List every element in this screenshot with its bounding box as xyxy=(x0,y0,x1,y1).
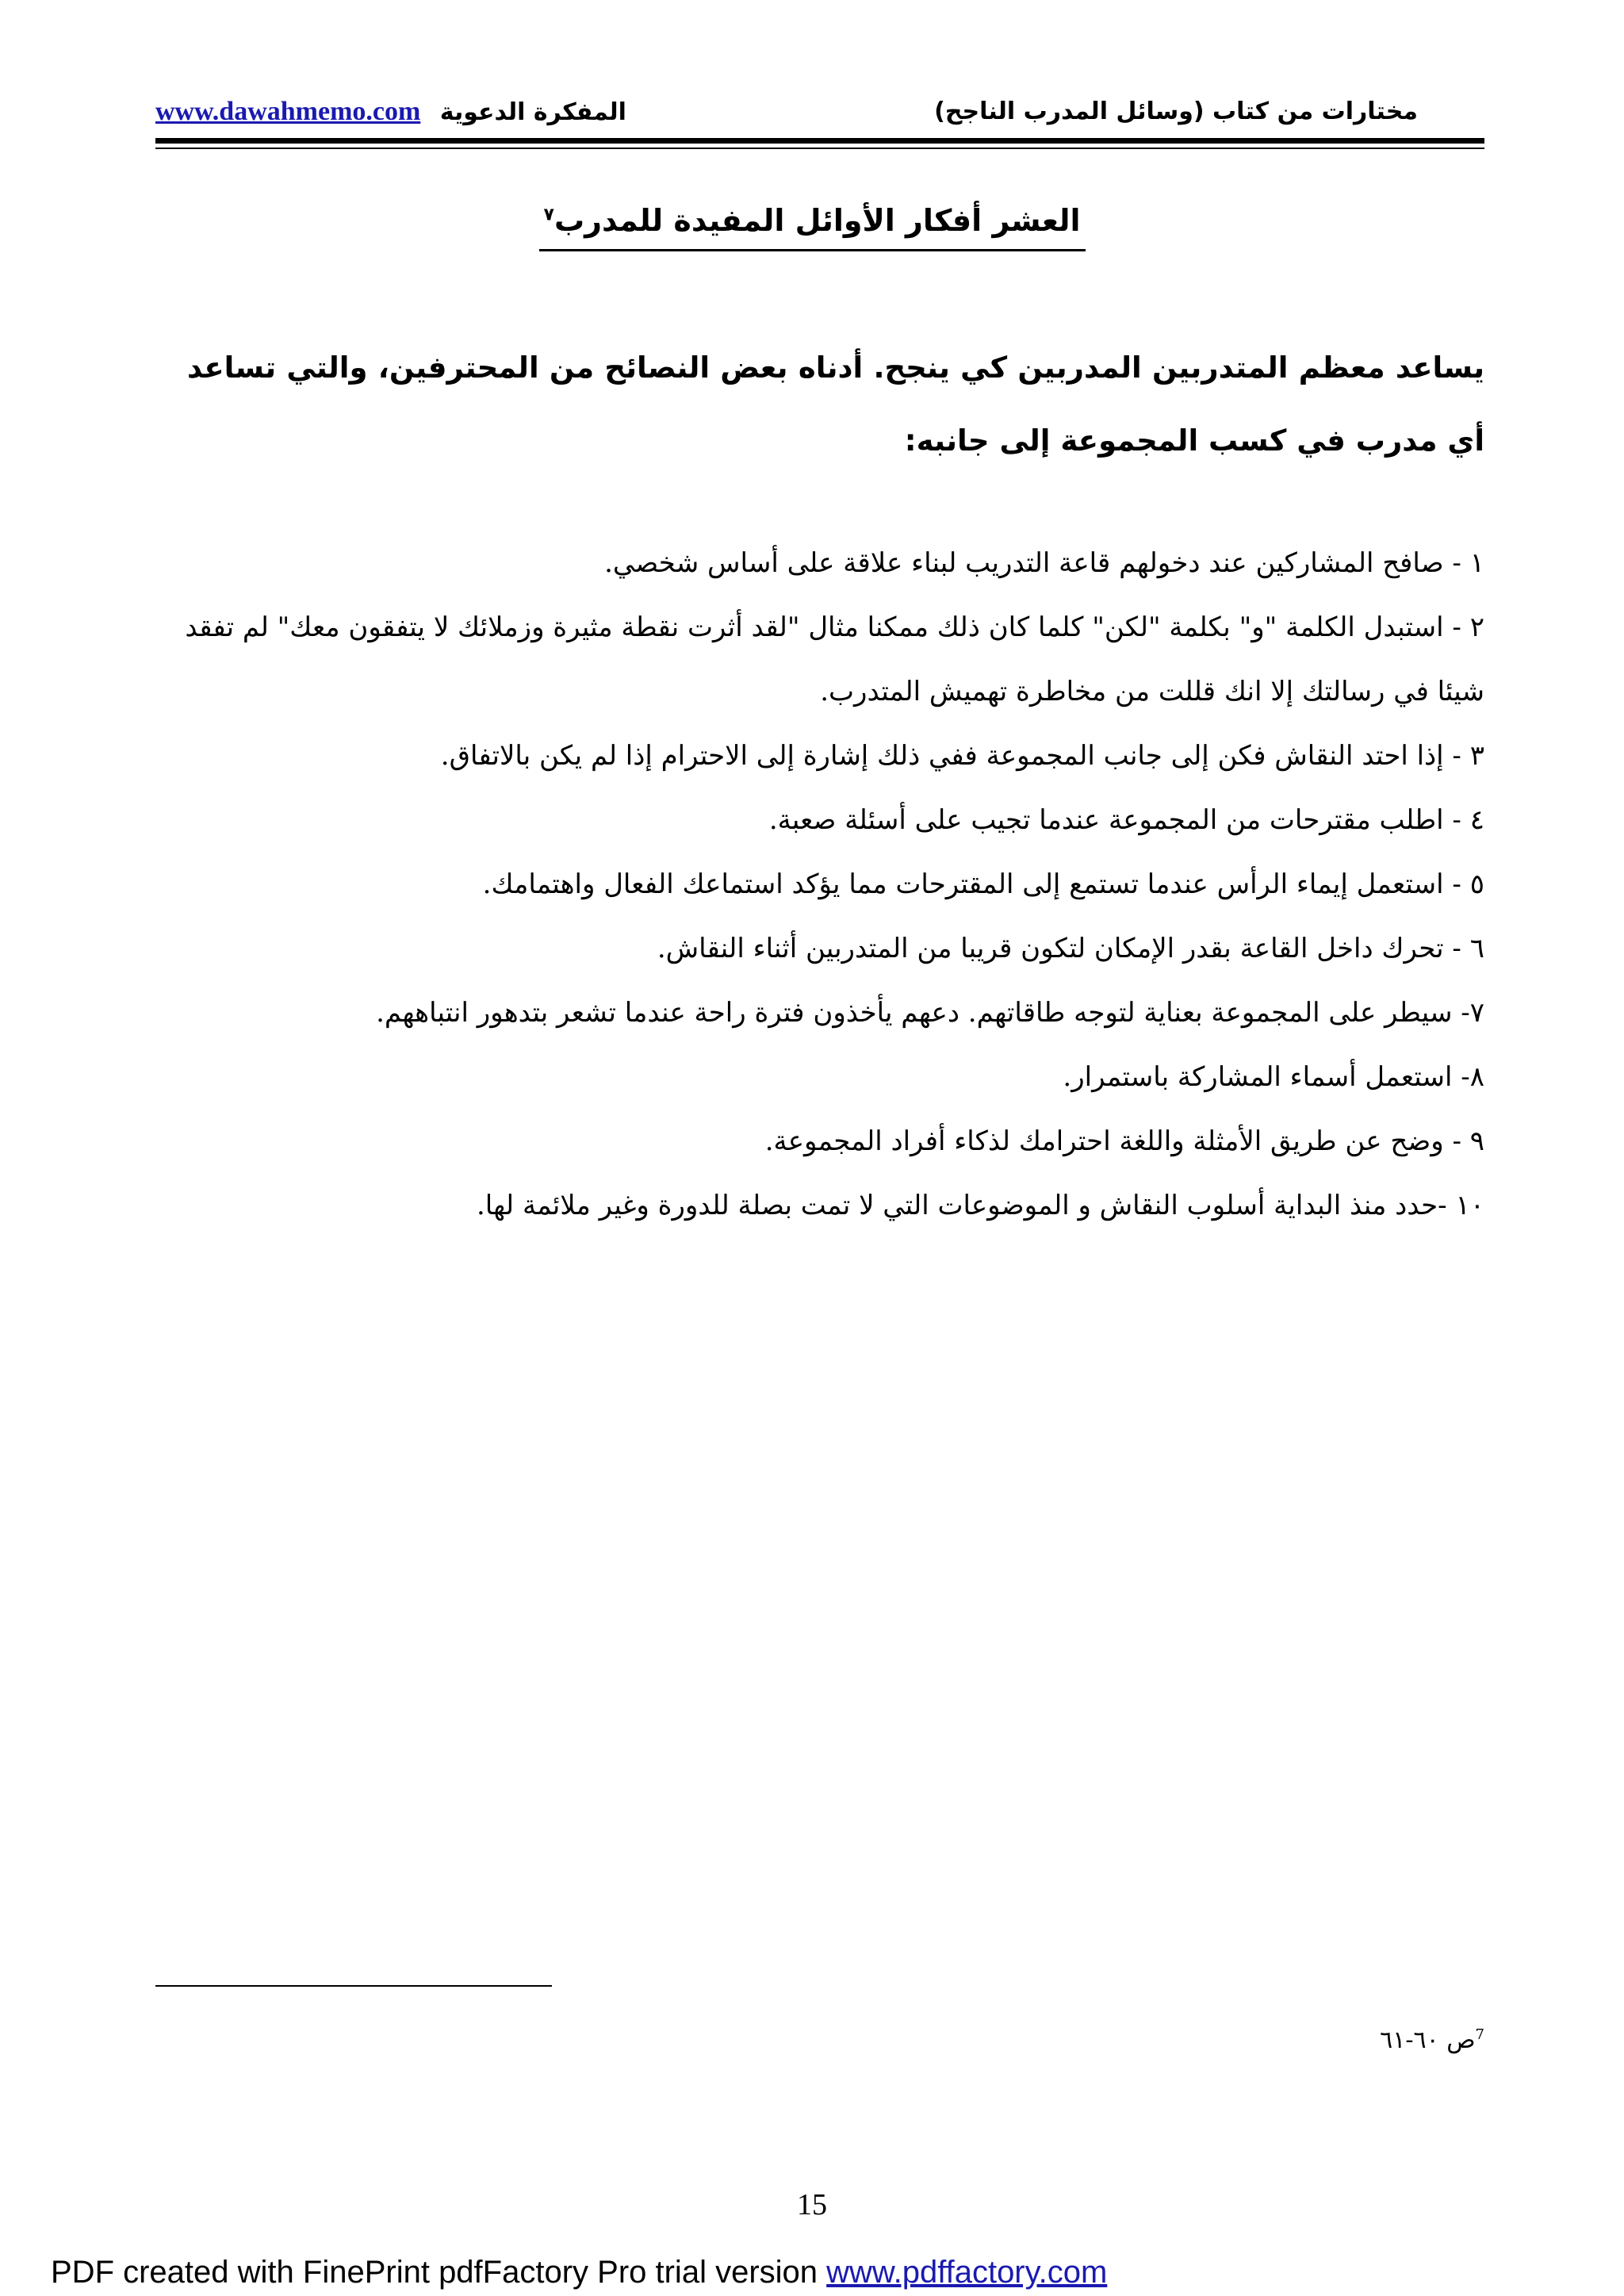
header-rule-thick xyxy=(155,138,1484,144)
tip-item-7: ٧- سيطر على المجموعة بعناية لتوجه طاقاتهم. دعهم يأخذون فترة راحة عندما تشعر بتدهور انتباههم. xyxy=(376,997,1484,1029)
website-link[interactable]: www.dawahmemo.com xyxy=(155,97,421,126)
intro-paragraph: يساعد معظم المتدربين المدربين كي ينجح. أدناه بعض النصائح من المحترفين، والتي تساعد أي مدرب في كسب المجموعة إلى جانبه: xyxy=(187,351,1484,458)
site-name: المفكرة الدعوية xyxy=(439,98,626,126)
footnote xyxy=(1380,2018,1484,2058)
footnote-text: ص ٦٠-٦١ xyxy=(1380,2026,1476,2054)
title-wrapper xyxy=(0,197,1624,251)
tip-item-10: ١٠ -حدد منذ البداية أسلوب النقاش و الموضوعات التي لا تمت بصلة للدورة وغير ملائمة لها. xyxy=(476,1190,1484,1221)
footnote-marker: 7 xyxy=(1475,2026,1484,2043)
tip-item-2: ٢ - استبدل الكلمة "و" بكلمة "لكن" كلما كان ذلك ممكنا مثال "لقد أثرت نقطة مثيرة وزملائك لا يتفقون معك" لم تفقد شيئا في رسالتك إلا انك قللت من مخاطرة تهميش المتدرب. xyxy=(185,611,1484,707)
tip-item-9: ٩ - وضح عن طريق الأمثلة واللغة احترامك لذكاء أفراد المجموعة. xyxy=(764,1125,1484,1157)
footnote-separator xyxy=(155,1985,552,1987)
book-title: مختارات من كتاب (وسائل المدرب الناجح) xyxy=(934,98,1418,125)
watermark-text: PDF created with FinePrint pdfFactory Pro trial version xyxy=(51,2255,818,2290)
page-title xyxy=(539,197,1086,251)
tip-item-6: ٦ - تحرك داخل القاعة بقدر الإمكان لتكون قريبا من المتدربين أثناء النقاش. xyxy=(657,933,1484,964)
title-footnote-marker[interactable]: ٧ xyxy=(543,205,554,225)
pdf-watermark xyxy=(51,2252,1107,2292)
page-title-text: العشر أفكار الأوائل المفيدة للمدرب xyxy=(553,203,1081,238)
header-rule-thin xyxy=(155,148,1484,149)
header-site-block xyxy=(155,94,626,131)
page-number: 15 xyxy=(797,2188,827,2221)
tip-item-3: ٣ - إذا احتد النقاش فكن إلى جانب المجموعة ففي ذلك إشارة إلى الاحترام إذا لم يكن بالاتفاق. xyxy=(440,740,1484,772)
watermark-link[interactable]: www.pdffactory.com xyxy=(826,2255,1108,2290)
tip-item-8: ٨- استعمل أسماء المشاركة باستمرار. xyxy=(1063,1061,1484,1093)
tip-item-1: ١ - صافح المشاركين عند دخولهم قاعة التدريب لبناء علاقة على أساس شخصي. xyxy=(604,547,1484,579)
tips-list xyxy=(163,531,1484,1238)
tip-item-5: ٥ - استعمل إيماء الرأس عندما تستمع إلى المقترحات مما يؤكد استماعك الفعال واهتمامك. xyxy=(482,868,1484,900)
page-header xyxy=(155,94,1484,130)
tip-item-4: ٤ - اطلب مقترحات من المجموعة عندما تجيب على أسئلة صعبة. xyxy=(768,804,1484,836)
